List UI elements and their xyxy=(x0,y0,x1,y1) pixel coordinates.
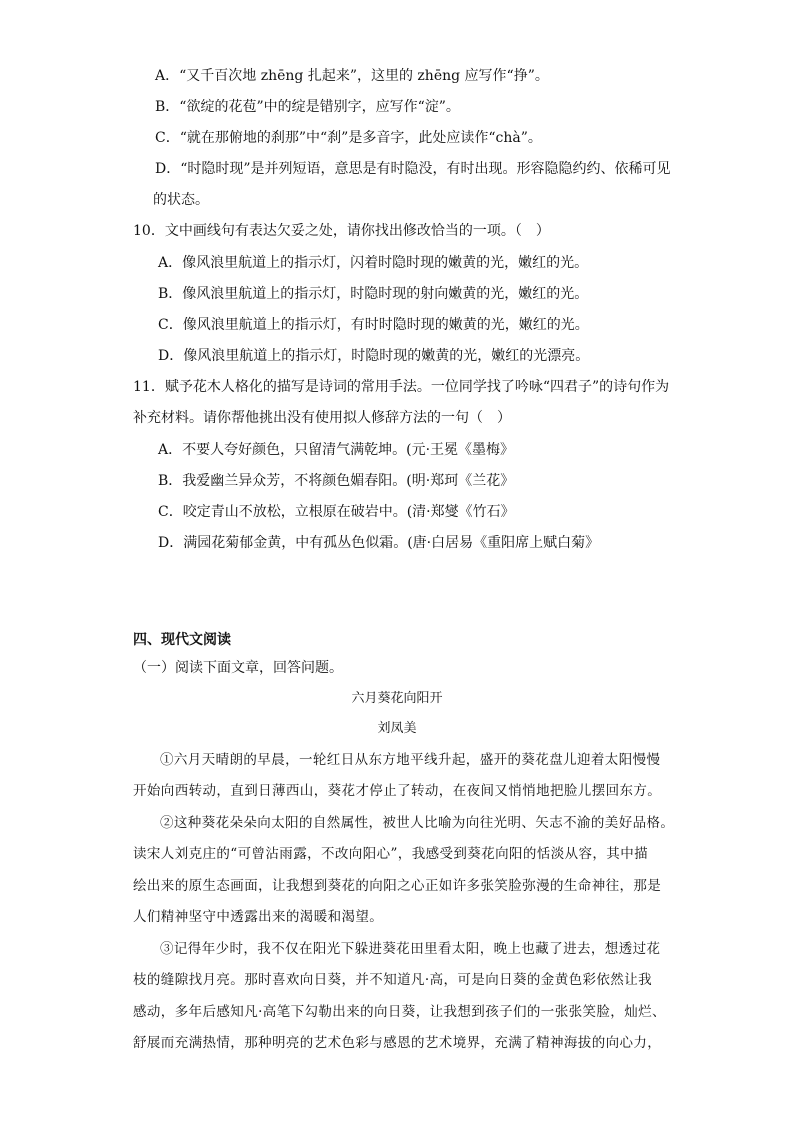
q10-option-d: D．像风浪里航道上的指示灯，时隐时现的嫩黄的光，嫩红的光漂亮。 xyxy=(158,348,590,364)
paragraph-line: 人们精神坚守中透露出来的渴暖和渴望。 xyxy=(133,909,384,925)
q10-option-a: A．像风浪里航道上的指示灯，闪着时隐时现的嫩黄的光，嫩红的光。 xyxy=(158,255,589,271)
q9-option-c: C．“就在那俯地的刹那”中“刹”是多音字，此处应读作“chà”。 xyxy=(155,130,542,146)
q11-option-b: B．我爱幽兰异众芳，不将颜色媚春阳。(明·郑珂《兰花》 xyxy=(158,473,515,489)
section-heading: 四、现代文阅读 xyxy=(133,632,231,648)
article-title: 六月葵花向阳开 xyxy=(351,691,443,706)
paragraph-line: ③记得年少时，我不仅在阳光下躲进葵花田里看太阳，晚上也藏了进去，想透过花 xyxy=(160,941,661,957)
q10-option-c: C．像风浪里航道上的指示灯，有时时隐时现的嫩黄的光，嫩红的光。 xyxy=(158,317,589,333)
q10-option-b: B．像风浪里航道上的指示灯，时隐时现的射向嫩黄的光，嫩红的光。 xyxy=(158,286,589,302)
q9-option-d: D．“时隐时现”是并列短语，意思是有时隐没，有时出现。形容隐隐约约、依稀可见 xyxy=(155,161,671,177)
paragraph-line: 舒展而充满热情，那种明亮的艺术色彩与感恩的艺术境界，充满了精神海拔的向心力， xyxy=(133,1035,662,1051)
q9-option-b: B．“欲绽的花苞”中的绽是错别字，应写作“淀”。 xyxy=(155,99,460,115)
paragraph-line: ①六月天晴朗的早晨，一轮红日从东方地平线升起，盛开的葵花盘儿迎着太阳慢慢 xyxy=(160,752,661,768)
q11-stem-line2: 补充材料。请你帮他挑出没有使用拟人修辞方法的一句（ ） xyxy=(133,410,511,426)
q10-stem: 10．文中画线句有表达欠妥之处，请你找出修改恰当的一项。（ ） xyxy=(133,223,550,239)
q11-option-c: C．咬定青山不放松，立根原在破岩中。(清·郑燮《竹石》 xyxy=(158,504,515,520)
q11-option-d: D．满园花菊郁金黄，中有孤丛色似霜。(唐·白居易《重阳席上赋白菊》 xyxy=(158,535,600,551)
paragraph-line: 枝的缝隙找月亮。那时喜欢向日葵，并不知道凡·高，可是向日葵的金黄色彩依然让我 xyxy=(133,972,652,988)
section-instruction: （一）阅读下面文章，回答问题。 xyxy=(133,660,343,676)
paragraph-line: ②这种葵花朵朵向太阳的自然属性，被世人比喻为向往光明、矢志不渝的美好品格。 xyxy=(160,815,675,831)
q9-option-a: A．“又千百次地 zhēng 扎起来”，这里的 zhēng 应写作“挣”。 xyxy=(155,68,549,84)
article-author: 刘凤美 xyxy=(377,721,417,736)
paragraph-line: 感动，多年后感知凡·高笔下勾勒出来的向日葵，让我想到孩子们的一张张笑脸，灿烂、 xyxy=(133,1004,666,1020)
q11-option-a: A．不要人夸好颜色，只留清气满乾坤。(元·王冕《墨梅》 xyxy=(158,442,515,458)
paragraph-line: 绘出来的原生态画面，让我想到葵花的向阳之心正如许多张笑脸弥漫的生命神往，那是 xyxy=(133,878,662,894)
q9-option-d-continued: 的状态。 xyxy=(153,192,209,208)
paragraph-line: 开始向西转动，直到日薄西山，葵花才停止了转动，在夜间又悄悄地把脸儿摆回东方。 xyxy=(133,783,662,799)
q11-stem-line1: 11．赋予花木人格化的描写是诗词的常用手法。一位同学找了吟咏“四君子”的诗句作为 xyxy=(133,379,670,395)
paragraph-line: 读宋人刘克庄的“可曾沾雨露，不改向阳心”，我感受到葵花向阳的恬淡从容，其中描 xyxy=(133,846,649,862)
